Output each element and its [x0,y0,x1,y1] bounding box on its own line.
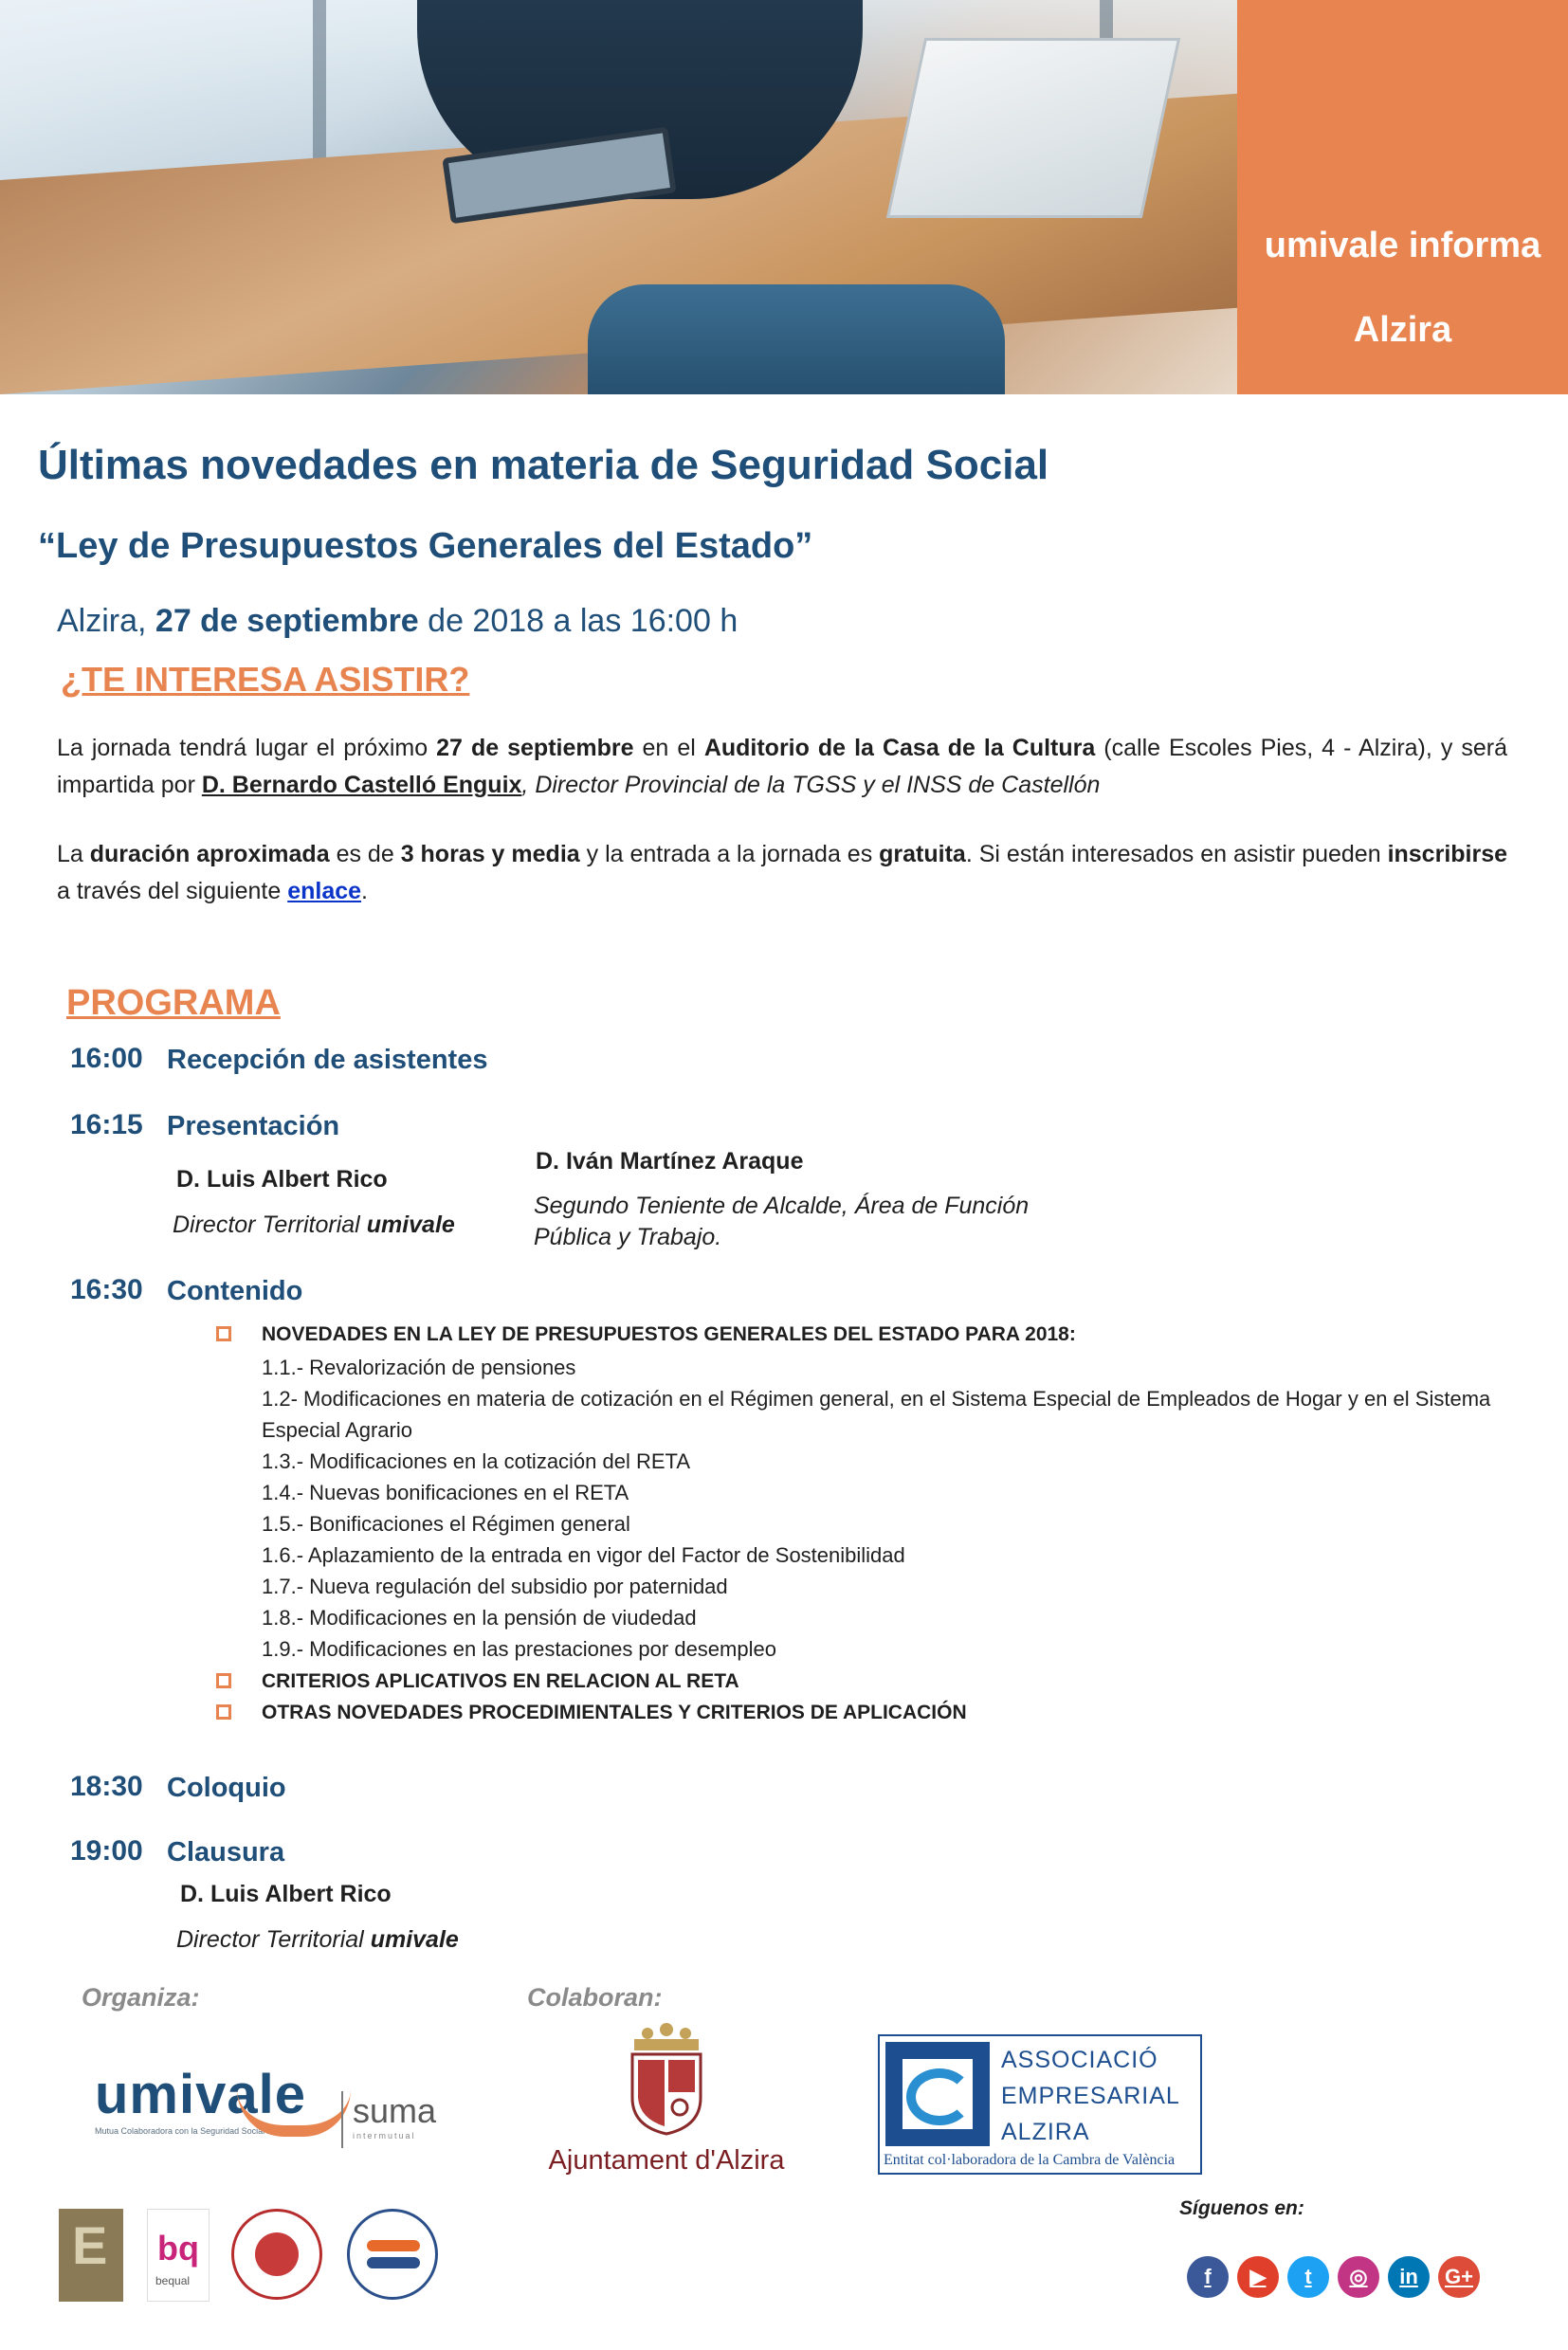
text-bold: duración aproximada [89,841,330,867]
slot-label: Clausura [167,1837,285,1867]
text-bold: 27 de septiembre [436,735,634,761]
text: . Si están interesados en asistir pueden [965,841,1388,867]
slot-label: Presentación [167,1111,340,1141]
event-time: de 2018 a las 16:00 h [428,603,738,639]
alzira-logo-text: Ajuntament d'Alzira [548,2145,785,2176]
instagram-icon[interactable]: ◎ [1338,2256,1379,2298]
text-bold: Auditorio de la Casa de la Cultura [703,735,1096,761]
speaker-role-text: Director Territorial [176,1926,371,1953]
content-item: 1.6.- Aplazamiento de la entrada en vigor del Factor de Sostenibilidad [262,1543,905,1567]
content-item: 1.9.- Modificaciones en las prestaciones por desempleo [262,1637,776,1661]
slot-label: Contenido [167,1276,303,1306]
photo-sleeve [588,284,1005,394]
googleplus-icon[interactable]: G+ [1438,2256,1480,2298]
facebook-icon[interactable]: f [1187,2256,1229,2298]
text: (calle Escoles Pies, 4 - Alzira), y será impartida por [57,735,1507,798]
text: es de [329,841,401,867]
umivale-logo-word: umivale [95,2064,306,2125]
event-place: Alzira, [57,603,147,639]
registration-paragraph [57,836,1507,910]
content-item: 1.2- Modificaciones en materia de cotización en el Régimen general, en el Sistema Especial de Empleados de Hogar y en el Sistema Especial Agrario [262,1387,1491,1442]
content-item: 1.3.- Modificaciones en la cotización del RETA [262,1449,691,1473]
ajuntament-alzira-logo [534,2022,799,2193]
speaker-role-text: Director Territorial [173,1211,367,1238]
content-item: 1.5.- Bonificaciones el Régimen general [262,1512,630,1536]
umivale-logo [95,2063,351,2148]
bequal-logo-mark: bq [157,2229,199,2268]
bequal-logo-word: bequal [155,2274,191,2287]
content-item: 1.1.- Revalorización de pensiones [262,1356,576,1379]
content-item: 1.7.- Nueva regulación del subsidio por paternidad [262,1575,728,1598]
bullet-square-icon [216,1326,231,1341]
text: . [361,878,368,904]
text: La [57,841,90,867]
asoc-name-line: ALZIRA [1001,2119,1090,2145]
speaker-org: umivale [370,1926,459,1953]
suma-logo [341,2091,465,2148]
bullet-square-icon [216,1704,231,1720]
speaker-name: D. Iván Martínez Araque [536,1148,804,1175]
associacio-empresarial-logo [878,2034,1202,2175]
asoc-name-line: ASSOCIACIÓ [1001,2047,1158,2073]
asoc-name-line: EMPRESARIAL [1001,2083,1180,2109]
brand-title: umivale informa [1264,226,1541,265]
asoc-arrow-icon [885,2042,990,2146]
text: a través del siguiente [57,878,288,904]
info-paragraph [57,730,1507,804]
brand-box [1237,0,1568,394]
speaker-role: , Director Provincial de la TGSS y el INSS de Castellón [521,772,1101,798]
slot-time: 16:00 [70,1043,143,1074]
slot-time: 19:00 [70,1835,143,1867]
slot-label: Recepción de asistentes [167,1045,488,1075]
header-photo [0,0,1237,394]
linkedin-icon[interactable]: in [1388,2256,1430,2298]
bullet-square-icon [216,1673,231,1688]
page-title: Últimas novedades en materia de Seguridad Social [38,442,1049,488]
registration-link[interactable]: enlace [287,878,362,904]
program-heading: PROGRAMA [66,983,281,1023]
content-heading: NOVEDADES EN LA LEY DE PRESUPUESTOS GENERALES DEL ESTADO PARA 2018: [262,1323,1076,1345]
speaker-name: D. Luis Albert Rico [176,1166,388,1193]
text-bold: gratuita [879,841,966,867]
page-subtitle: “Ley de Presupuestos Generales del Estado” [38,526,813,566]
asoc-footnote: Entitat col·laboradora de la Cambra de València [884,2152,1176,2168]
equality-seal-icon [347,2209,438,2300]
speaker-role: Segundo Teniente de Alcalde, Área de Función [534,1193,1030,1219]
content-item: 1.4.- Nuevas bonificaciones en el RETA [262,1481,629,1504]
bequal-badge [147,2209,210,2302]
speaker-name: D. Bernardo Castelló Enguix [201,772,522,798]
seal-badge-icon [231,2209,322,2300]
text: en el [633,735,704,761]
colaboran-label: Colaboran: [527,1983,663,2012]
content-item: 1.8.- Modificaciones en la pensión de viudedad [262,1606,697,1630]
slot-label: Coloquio [167,1773,286,1803]
speaker-name: D. Luis Albert Rico [180,1881,392,1907]
text: y la entrada a la jornada es [579,841,880,867]
content-heading: OTRAS NOVEDADES PROCEDIMIENTALES Y CRITERIOS DE APLICACIÓN [262,1702,967,1723]
attend-heading: ¿TE INTERESA ASISTIR? [61,660,470,699]
youtube-icon[interactable]: ▶ [1237,2256,1279,2298]
event-date [57,603,738,640]
excellence-badge-icon: E [59,2209,123,2302]
twitter-icon[interactable]: t [1287,2256,1329,2298]
brand-location: Alzira [1353,310,1452,350]
slot-time: 16:30 [70,1274,143,1305]
speaker-org: umivale [366,1211,455,1238]
speaker-role: Pública y Trabajo. [534,1224,722,1250]
event-date-bold: 27 de septiembre [155,603,419,639]
content-heading: CRITERIOS APLICATIVOS EN RELACION AL RETA [262,1670,739,1692]
umivale-logo-tag: Mutua Colaboradora con la Seguridad Social nº 15 [95,2126,287,2136]
text: La jornada tendrá lugar el próximo [57,735,437,761]
photo-laptop [886,38,1180,218]
text-bold: 3 horas y media [400,841,580,867]
asoc-name [1001,2042,1180,2150]
speaker-role [176,1926,459,1954]
slot-time: 16:15 [70,1109,143,1140]
organiza-label: Organiza: [82,1983,200,2012]
follow-us-label: Síguenos en: [1179,2197,1304,2219]
suma-logo-word: suma [353,2091,437,2130]
text-bold: inscribirse [1387,841,1508,867]
slot-time: 18:30 [70,1771,143,1802]
suma-logo-tag: intermutual [353,2131,416,2141]
speaker-role [173,1211,455,1239]
alzira-crest-icon [619,2022,714,2136]
